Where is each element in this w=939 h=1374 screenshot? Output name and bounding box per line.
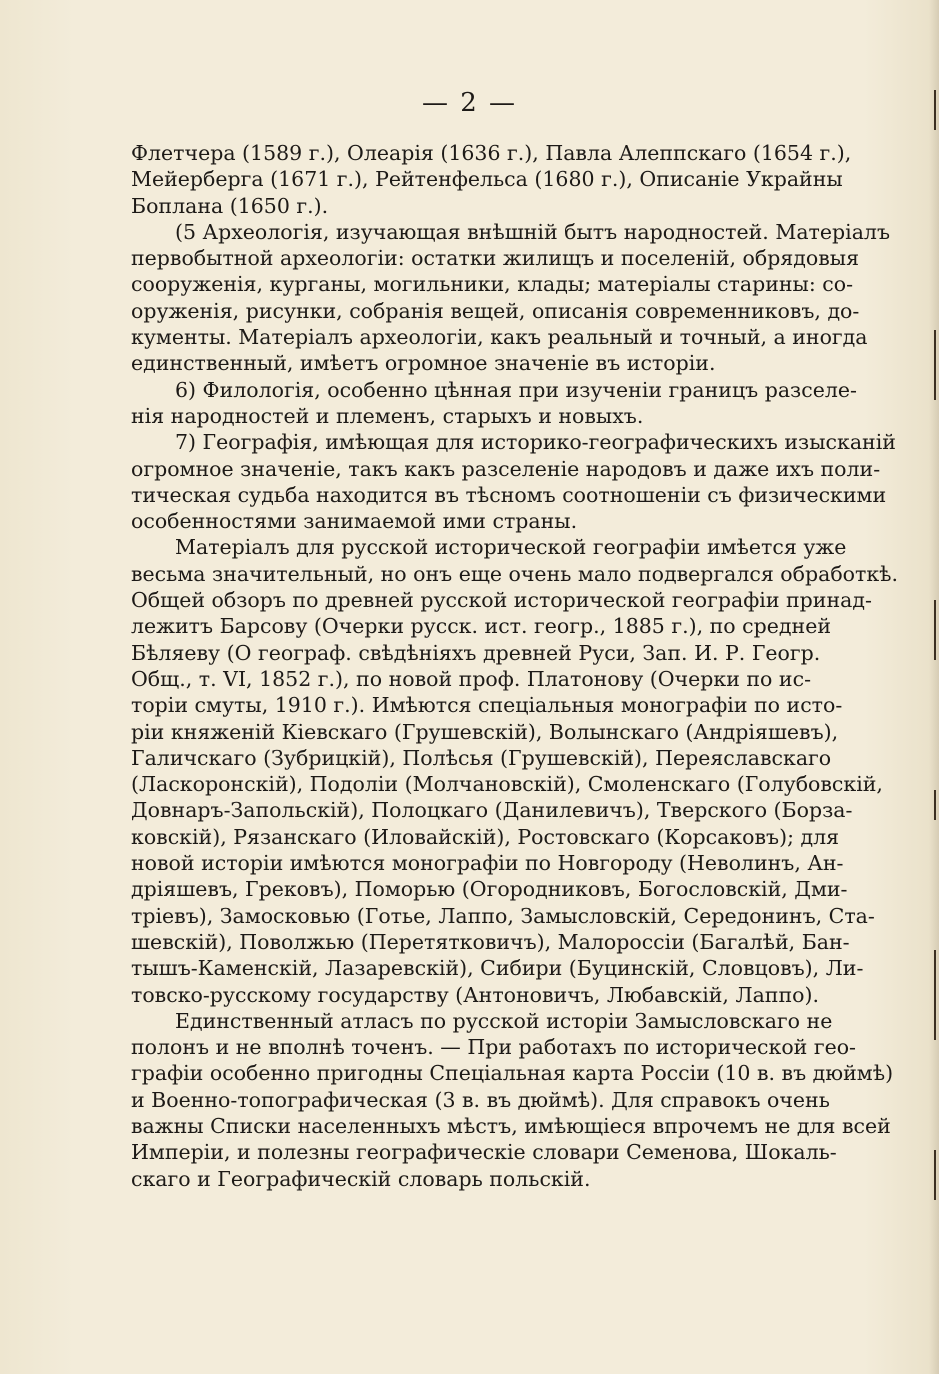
text-line: Флетчера (1589 г.), Олеарія (1636 г.), Павла Алеппскаго (1654 г.),	[131, 141, 852, 165]
text-line: особенностями занимаемой ими страны.	[131, 509, 578, 534]
text-line: лежитъ Барсову (Очерки русск. ист. геогр., 1885 г.), по средней	[131, 614, 831, 639]
text-line: (5 Археологія, изучающая внѣшній бытъ народностей. Матеріалъ	[175, 219, 890, 244]
text-line: и Военно-топографическая (3 в. въ дюймѣ). Для справокъ очень	[131, 1087, 830, 1112]
text-line: Единственный атласъ по русской исторіи Замысловскаго не	[175, 1008, 833, 1033]
edge-mark	[934, 600, 936, 660]
text-line: Боплана (1650 г.).	[131, 193, 329, 218]
edge-mark	[934, 790, 936, 820]
text-line: Довнаръ-Запольскій), Полоцкаго (Данилевичъ), Тверского (Борза-	[131, 798, 853, 823]
text-line: дріяшевъ, Грековъ), Поморью (Огородниковъ, Богословскій, Дми-	[131, 877, 848, 902]
text-line: сооруженія, курганы, могильники, клады; матеріалы старины: со-	[131, 272, 854, 297]
text-line: оруженія, рисунки, собранія вещей, описанія современниковъ, до-	[131, 298, 860, 323]
text-line: весьма значительный, но онъ еще очень мало подвергался обработкѣ.	[131, 561, 899, 586]
text-line: Общ., т. VI, 1852 г.), по новой проф. Платонову (Очерки по ис-	[131, 666, 811, 691]
text-line: Имперіи, и полезны географическіе словари Семенова, Шокаль-	[131, 1140, 837, 1165]
text-line: первобытной археологіи: остатки жилищъ и поселеній, обрядовыя	[131, 246, 860, 271]
page-number: — 2 —	[421, 88, 518, 118]
edge-mark	[934, 1150, 936, 1200]
text-line: графіи особенно пригодны Спеціальная карта Россіи (10 в. въ дюймѣ)	[131, 1061, 894, 1086]
text-line: 7) Географія, имѣющая для историко-географическихъ изысканій	[175, 430, 896, 455]
text-line: товско-русскому государству (Антоновичъ, Любавскій, Лаппо).	[131, 982, 819, 1007]
text-line: тическая судьба находится въ тѣсномъ соотношеніи съ физическими	[131, 482, 887, 507]
text-line: огромное значеніе, такъ какъ разселеніе народовъ и даже ихъ поли-	[131, 456, 881, 481]
text-line: (Ласкоронскій), Подоліи (Молчановскій), Смоленскаго (Голубовскій,	[131, 772, 883, 797]
text-line: торіи смуты, 1910 г.). Имѣются спеціальныя монографіи по исто-	[131, 693, 843, 718]
text-line: кументы. Матеріалъ археологіи, какъ реальный и точный, а иногда	[131, 325, 868, 350]
text-line: тышъ-Каменскій, Лазаревскій), Сибири (Буцинскій, Словцовъ), Ли-	[131, 956, 864, 981]
edge-mark	[934, 330, 936, 400]
text-line: нія народностей и племенъ, старыхъ и новыхъ.	[131, 403, 644, 428]
text-line: полонъ и не вполнѣ точенъ. — При работахъ по исторической гео-	[131, 1035, 856, 1060]
text-line: важны Списки населенныхъ мѣстъ, имѣющіеся впрочемъ не для всей	[131, 1113, 891, 1138]
text-line: Общей обзоръ по древней русской исторической географіи принад-	[131, 588, 872, 613]
text-line: единственный, имѣетъ огромное значеніе въ исторіи.	[131, 351, 716, 376]
text-line: Галичскаго (Зубрицкій), Полѣсья (Грушевскій), Переяславскаго	[131, 745, 832, 770]
text-line: тріевъ), Замосковью (Готье, Лаппо, Замысловскій, Середонинъ, Ста-	[131, 903, 875, 928]
text-line: шевскій), Поволжью (Перетятковичъ), Малороссіи (Багалѣй, Бан-	[131, 929, 850, 954]
text-line: Бѣляеву (О географ. свѣдѣніяхъ древней Руси, Зап. И. Р. Геогр.	[131, 640, 821, 665]
text-line: ковскій), Рязанскаго (Иловайскій), Ростовскаго (Корсаковъ); для	[131, 824, 840, 849]
body-text	[131, 140, 899, 1192]
edge-mark	[934, 950, 936, 1040]
text-line: новой исторіи имѣются монографіи по Новгороду (Неволинъ, Ан-	[131, 851, 844, 876]
text-line: Мейерберга (1671 г.), Рейтенфельса (1680 г.), Описаніе Украйны	[131, 167, 843, 192]
text-line: ріи княженій Кіевскаго (Грушевскій), Волынскаго (Андріяшевъ),	[131, 719, 839, 744]
text-line: Матеріалъ для русской исторической географіи имѣется уже	[175, 535, 847, 560]
text-line: 6) Филологія, особенно цѣнная при изученіи границъ разселе-	[175, 377, 857, 402]
text-line: скаго и Географическій словарь польскій.	[131, 1166, 591, 1191]
